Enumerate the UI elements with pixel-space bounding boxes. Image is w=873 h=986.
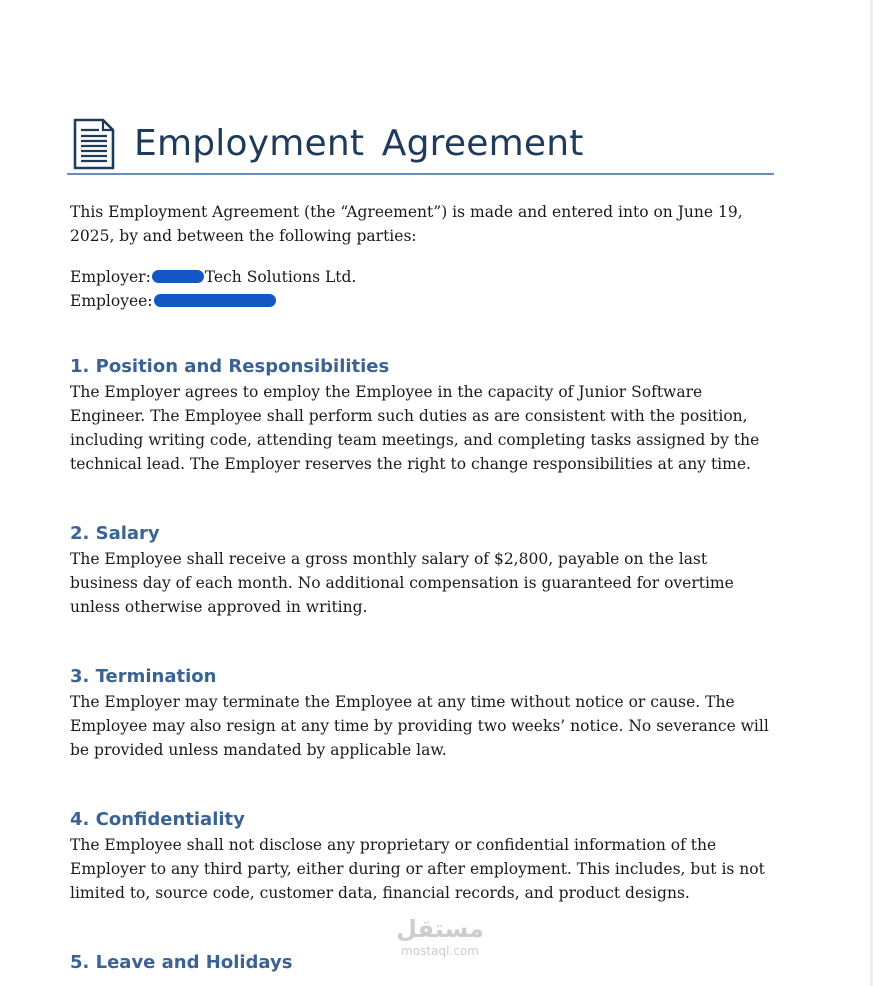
employer-name: Tech Solutions Ltd.: [204, 268, 357, 286]
title-divider: [67, 173, 774, 175]
section-heading: 1. Position and Responsibilities: [70, 356, 390, 377]
document-body: [70, 200, 770, 976]
title-row: [72, 118, 584, 170]
document-icon: [72, 118, 116, 170]
watermark-logo: مستقل: [396, 915, 484, 943]
section-position: [70, 354, 770, 476]
section-termination: [70, 664, 770, 762]
parties-block: [70, 265, 770, 313]
redaction-mark: [152, 270, 204, 283]
section-heading: 5. Leave and Holidays: [70, 952, 293, 973]
intro-paragraph: This Employment Agreement (the “Agreement”) is made and entered into on June 19, 2025, by and between the following parties:: [70, 203, 743, 245]
section-heading: 4. Confidentiality: [70, 809, 245, 830]
employee-line: [70, 289, 770, 313]
section-body: The Employee shall not disclose any proprietary or confidential information of the Employer to any third party, either during or after employment. This includes, but is not limited to, source code, customer data, financial records, and product designs.: [70, 836, 765, 902]
employee-label: Employee:: [70, 292, 153, 310]
redaction-mark: [154, 294, 276, 307]
section-heading: 2. Salary: [70, 523, 160, 544]
section-heading: 3. Termination: [70, 666, 217, 687]
section-body: The Employee shall receive a gross monthly salary of $2,800, payable on the last business day of each month. No additional compensation is guaranteed for overtime unless otherwise approved in writing.: [70, 550, 734, 616]
watermark-domain: mostaql.com: [401, 944, 479, 958]
section-body: The Employer may terminate the Employee at any time without notice or cause. The Employee may also resign at any time by providing two weeks’ notice. No severance will be provided unless mandated by applicable law.: [70, 693, 769, 759]
document-title: Employment Agreement: [134, 123, 584, 164]
section-confidentiality: [70, 807, 770, 905]
section-salary: [70, 521, 770, 619]
watermark: [380, 914, 500, 958]
section-body: The Employer agrees to employ the Employee in the capacity of Junior Software Engineer. The Employee shall perform such duties as are consistent with the position, including writing code, attending team meetings, and completing tasks assigned by the technical lead. The Employer reserves the right to change responsibilities at any time.: [70, 383, 760, 473]
employer-line: [70, 265, 770, 289]
employer-label: Employer:: [70, 268, 151, 286]
